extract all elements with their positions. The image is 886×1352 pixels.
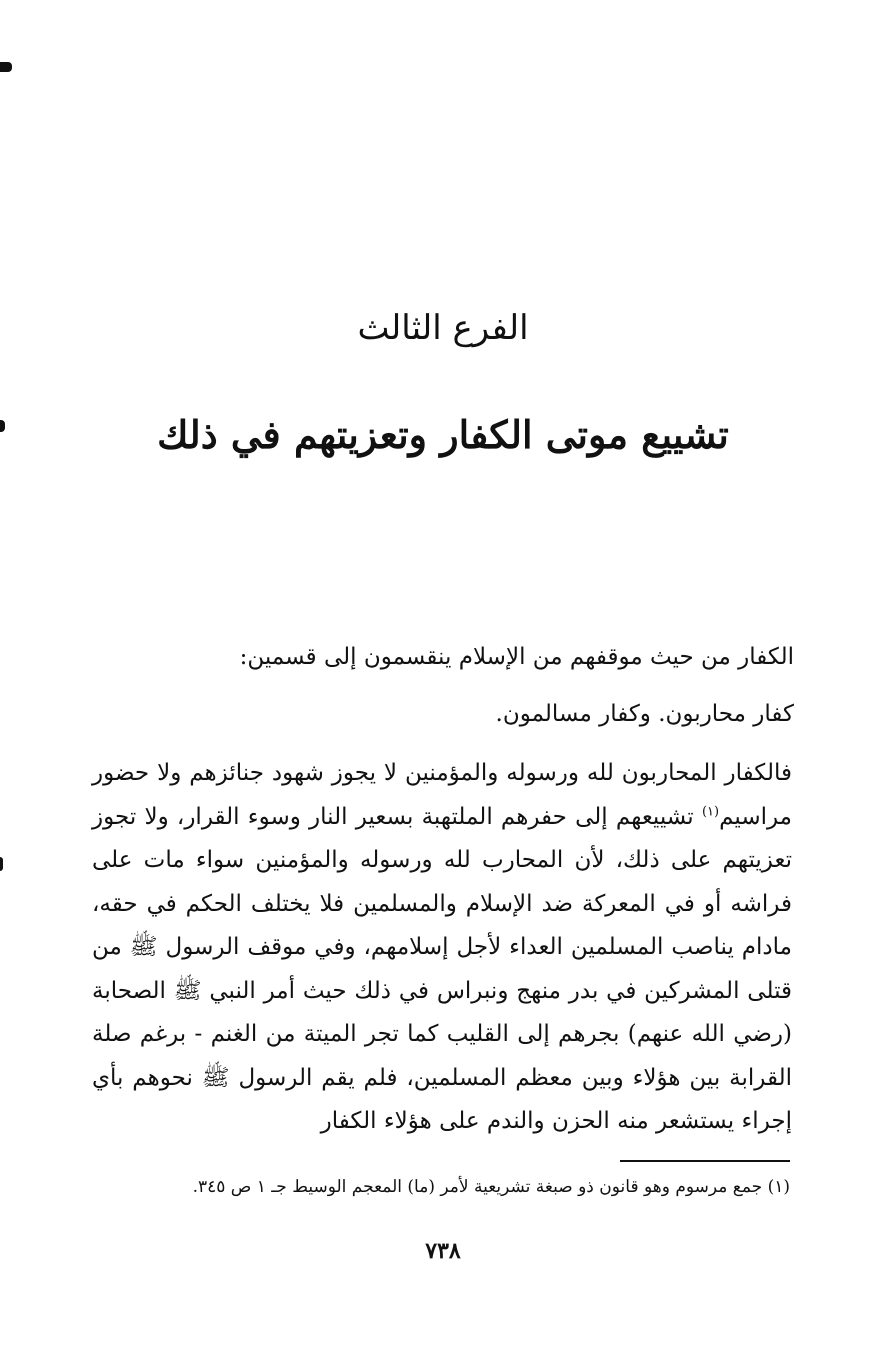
intro-line: الكفار من حيث موقفهم من الإسلام ينقسمون إلى قسمين:: [239, 644, 794, 670]
section-label: الفرع الثالث: [357, 308, 529, 348]
chapter-title: تشييع موتى الكفار وتعزيتهم في ذلك: [157, 412, 729, 457]
paragraph-text: فالكفار المحاربون لله ورسوله والمؤمنين لا يجوز شهود جنائزهم ولا حضور مراسيم: [92, 760, 792, 830]
paragraph-text: تشييعهم إلى حفرهم الملتهبة بسعير النار وسوء القرار، ولا تجوز تعزيتهم على ذلك، لأن المحارب لله ورسوله والمؤمنين سواء مات على فراشه أو في المعركة ضد الإسلام والمسلمين فلا يختلف الحكم في حقه، مادام يناصب المسلمين العداء لأجل إسلامهم، وفي موقف الرسول ﷺ من قتلى المشركين في بدر منهج ونبراس في ذلك حيث أمر النبي ﷺ الصحابة (رضي الله عنهم) بجرهم إلى القليب كما تجر الميتة من الغنم - برغم صلة القرابة بين هؤلاء وبين معظم المسلمين، فلم يقم الرسول ﷺ نحوهم بأي إجراء يستشعر منه الحزن والندم على هؤلاء الكفار: [92, 803, 792, 1134]
footnote-separator: [620, 1160, 790, 1162]
intro-line: كفار محاربون. وكفار مسالمون.: [495, 701, 794, 727]
footnote: (١) جمع مرسوم وهو قانون ذو صبغة تشريعية لأمر (ما) المعجم الوسيط جـ ١ ص ٣٤٥.: [192, 1177, 790, 1197]
body-paragraph: [92, 752, 792, 1144]
footnote-reference: (١): [701, 803, 720, 819]
scan-edge-mark: [0, 62, 12, 72]
scan-edge-mark: [0, 857, 3, 871]
page-number: ٧٣٨: [425, 1238, 461, 1264]
